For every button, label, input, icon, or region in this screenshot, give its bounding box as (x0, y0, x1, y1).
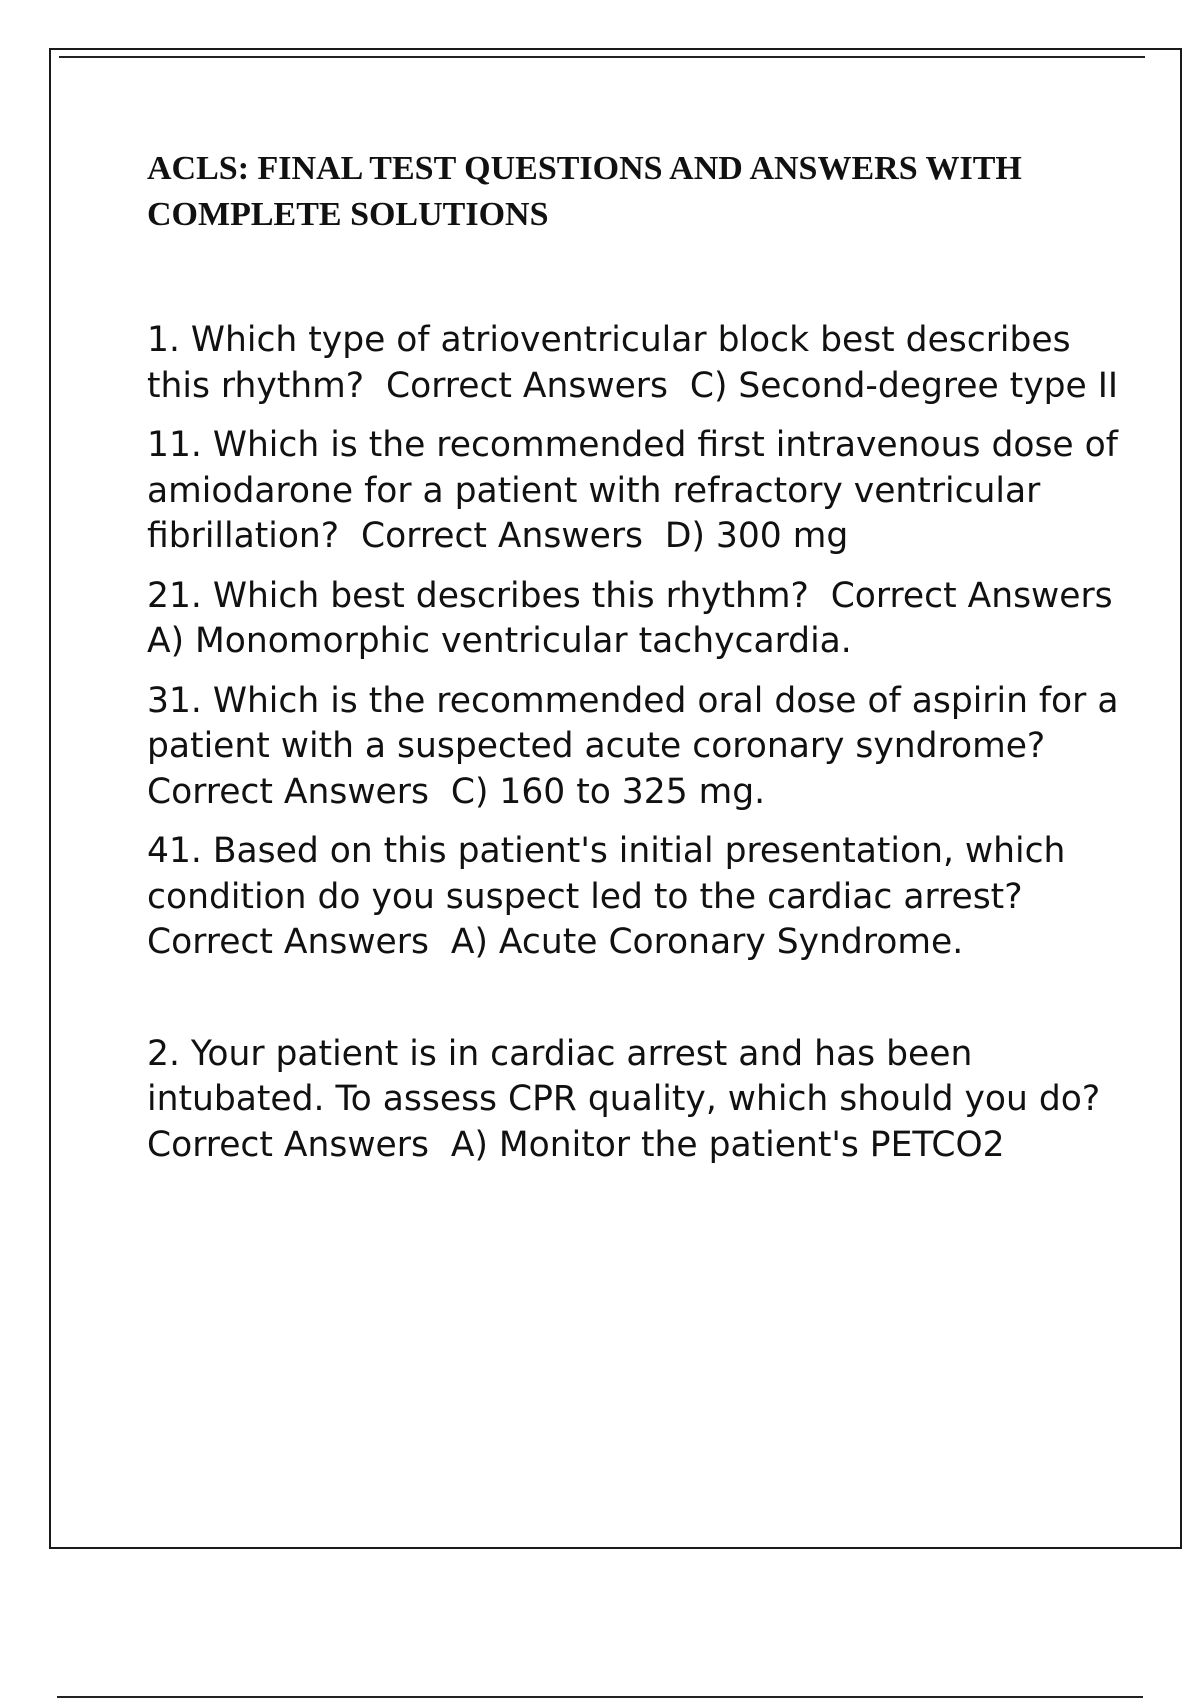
document-title: ACLS: FINAL TEST QUESTIONS AND ANSWERS WITH COMPLETE SOLUTIONS (147, 150, 1022, 233)
qa-list (147, 318, 1137, 1168)
qa-item: 41. Based on this patient's initial presentation, which condition do you suspect led to the cardiac arrest? Correct Answers A) Acute Coronary Syndrome. (147, 831, 1077, 962)
bottom-rule (57, 1696, 1143, 1698)
qa-item: 11. Which is the recommended first intravenous dose of amiodarone for a patient with refractory ventricular fibrillation? Correct Answers D) 300 mg (147, 425, 1129, 556)
top-rule (59, 56, 1145, 58)
document-content (147, 146, 1137, 1182)
qa-item: 2. Your patient is in cardiac arrest and has been intubated. To assess CPR quality, which should you do? Correct Answers A) Monitor the patient's PETCO2 (147, 1033, 1123, 1165)
page-frame (49, 48, 1182, 1549)
qa-item: 1. Which type of atrioventricular block best describes this rhythm? Correct Answers C) Second-degree type II (147, 320, 1119, 406)
qa-item: 31. Which is the recommended oral dose of aspirin for a patient with a suspected acute coronary syndrome? Correct Answers C) 160 to 325 mg. (147, 680, 1130, 812)
qa-item: 21. Which best describes this rhythm? Correct Answers A) Monomorphic ventricular tachycardia. (147, 575, 1135, 661)
